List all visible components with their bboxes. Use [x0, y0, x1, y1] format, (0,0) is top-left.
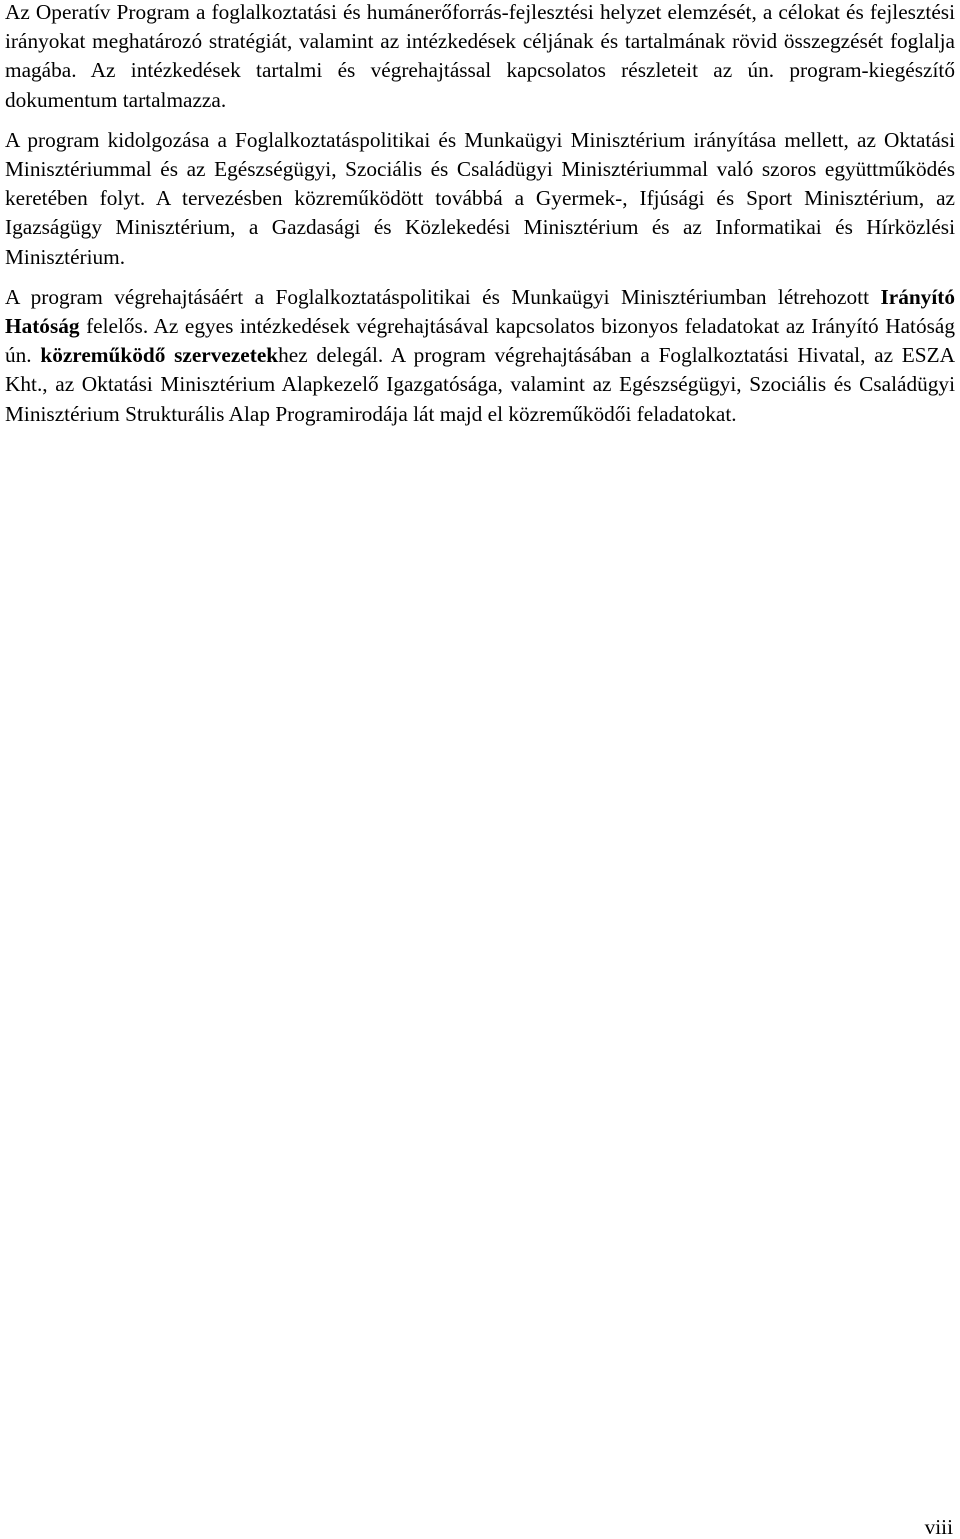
paragraph-text: A program végrehajtásáért a Foglalkoztatáspolitikai és Munkaügyi Minisztériumban létrehozott: [5, 284, 881, 309]
paragraph-development: [5, 126, 955, 272]
paragraph-implementation: [5, 283, 955, 429]
bold-term-intermediate-bodies: közreműködő szervezetek: [40, 343, 279, 368]
page-number: viii: [924, 1515, 953, 1539]
document-page: [5, 0, 955, 429]
paragraph-intro: [5, 0, 955, 115]
paragraph-text: A program kidolgozása a Foglalkoztatáspolitikai és Munkaügyi Minisztérium irányítása mellett, az Oktatási Minisztériummal és az Egészségügyi, Szociális és Családügyi Minisztériummal való szoros együttműködés keretében folyt. A tervezésben közreműködött továbbá a Gyermek-, Ifjúsági és Sport Minisztérium, az Igazságügy Minisztérium, a Gazdasági és Közlekedési Minisztérium és az Informatikai és Hírközlési Minisztérium.: [5, 127, 955, 269]
bold-term-managing-authority: Irányító Hatóság: [5, 284, 955, 339]
paragraph-text: felelős. Az egyes intézkedések végrehajtásával kapcsolatos bizonyos feladatokat az Irányító Hatóság ún.: [5, 314, 955, 368]
paragraph-text: Az Operatív Program a foglalkoztatási és humánerőforrás-fejlesztési helyzet elemzését, a célokat és fejlesztési irányokat meghatározó stratégiát, valamint az intézkedések céljának és tartalmának rövid összegzését foglalja magába. Az intézkedések tartalmi és végrehajtással kapcsolatos részleteit az ún. program-kiegészítő dokumentum tartalmazza.: [5, 0, 955, 112]
paragraph-text: hez delegál. A program végrehajtásában a Foglalkoztatási Hivatal, az ESZA Kht., az Oktatási Minisztérium Alapkezelő Igazgatósága, valamint az Egészségügyi, Szociális és Családügyi Minisztérium Strukturális Alap Programirodája lát majd el közreműködői feladatokat.: [5, 343, 955, 426]
